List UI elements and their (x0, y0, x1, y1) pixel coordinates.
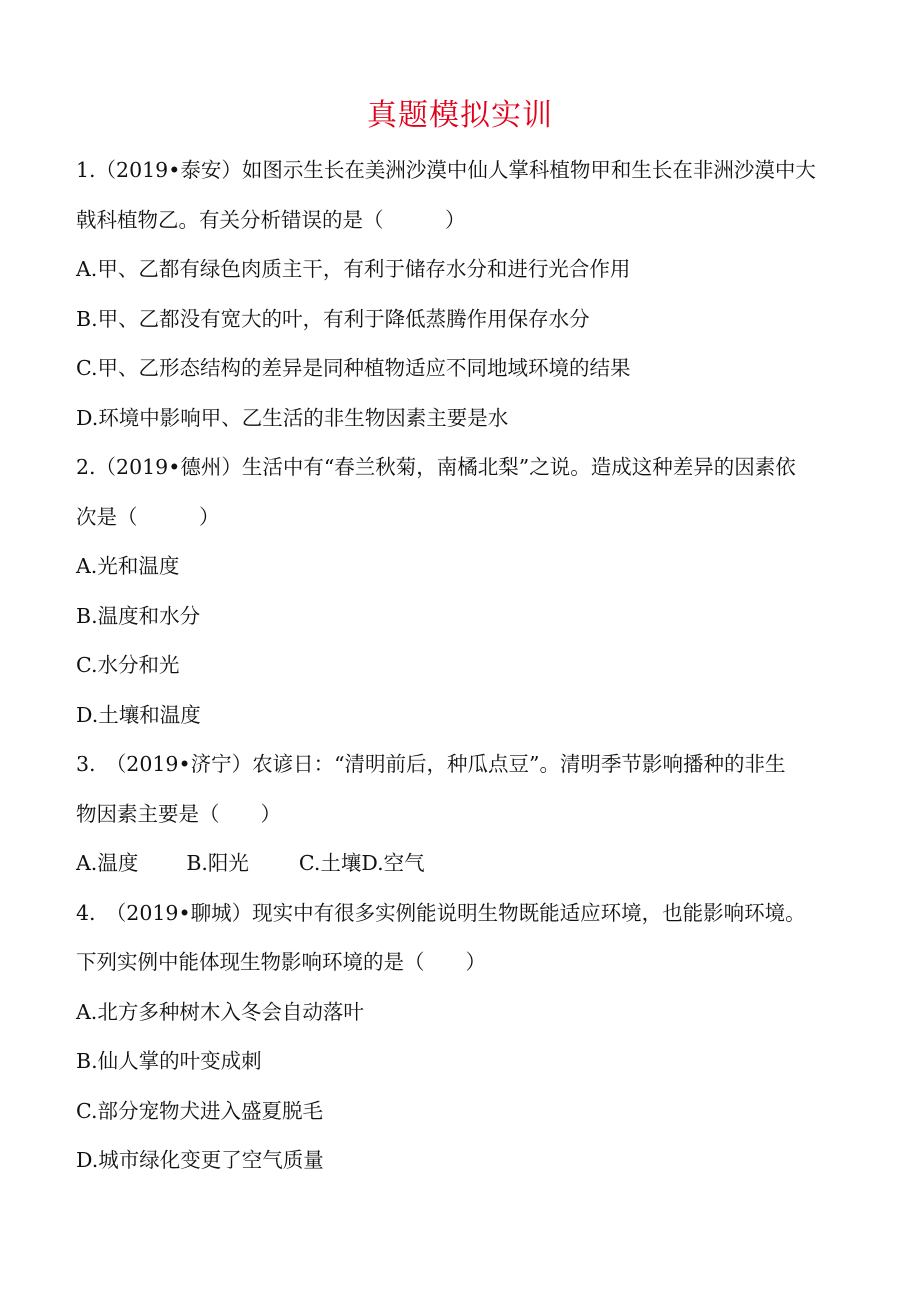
question-1-option-a: A.甲、乙都有绿色肉质主干，有利于储存水分和进行光合作用 (76, 257, 631, 281)
question-2-option-d: D.土壤和温度 (76, 702, 201, 727)
question-2 (76, 443, 856, 740)
question-1-option-c: C.甲、乙形态结构的差异是同种植物适应不同地域环境的结果 (76, 356, 631, 380)
question-1-option-b: B.甲、乙都没有宽大的叶，有利于降低蒸腾作用保存水分 (76, 306, 590, 331)
question-3-options-row (76, 839, 856, 889)
question-4 (76, 889, 856, 1186)
question-2-option-c: C.水分和光 (76, 653, 180, 677)
question-2-stem-line-2: 次是（ ） (76, 504, 220, 529)
question-1-stem-line-1: 1.（2019•泰安）如图示生长在美洲沙漠中仙人掌科植物甲和生长在非洲沙漠中大 (76, 158, 816, 182)
question-1-option-d: D.环境中影响甲、乙生活的非生物因素主要是水 (76, 405, 509, 430)
question-3-option-c: C.土壤 (298, 851, 362, 875)
question-2-option-a: A.光和温度 (76, 554, 180, 578)
question-3-option-d: D.空气 (361, 851, 425, 875)
question-4-stem-line-2: 下列实例中能体现生物影响环境的是（ ） (76, 950, 486, 974)
question-4-option-c: C.部分宠物犬进入盛夏脱毛 (76, 1098, 323, 1123)
question-4-stem-line-1: 4. （2019•聊城）现实中有很多实例能说明生物既能适应环境，也能影响环境。 (76, 900, 806, 925)
question-2-stem-line-1: 2.（2019•德州）生活中有“春兰秋菊，南橘北梨”之说。造成这种差异的因素依 (76, 455, 796, 479)
question-3 (76, 740, 856, 889)
question-1 (76, 146, 856, 443)
question-1-stem-line-2: 戟科植物乙。有关分析错误的是（ ） (76, 207, 466, 232)
question-4-option-a: A.北方多种树木入冬会自动落叶 (76, 999, 364, 1024)
question-3-option-b: B.阳光 (186, 851, 249, 875)
question-list (76, 146, 856, 1186)
question-3-stem-line-1: 3. （2019•济宁）农谚日：“清明前后，种瓜点豆”。清明季节影响播种的非生 (76, 752, 786, 776)
question-3-option-a: A.温度 (76, 851, 139, 875)
question-2-option-b: B.温度和水分 (76, 603, 201, 628)
question-4-option-d: D.城市绿化变更了空气质量 (76, 1148, 324, 1172)
question-3-stem-line-2: 物因素主要是（ ） (76, 801, 281, 826)
page-title: 真题模拟实训 (367, 98, 553, 133)
question-4-option-b: B.仙人掌的叶变成刺 (76, 1049, 262, 1073)
